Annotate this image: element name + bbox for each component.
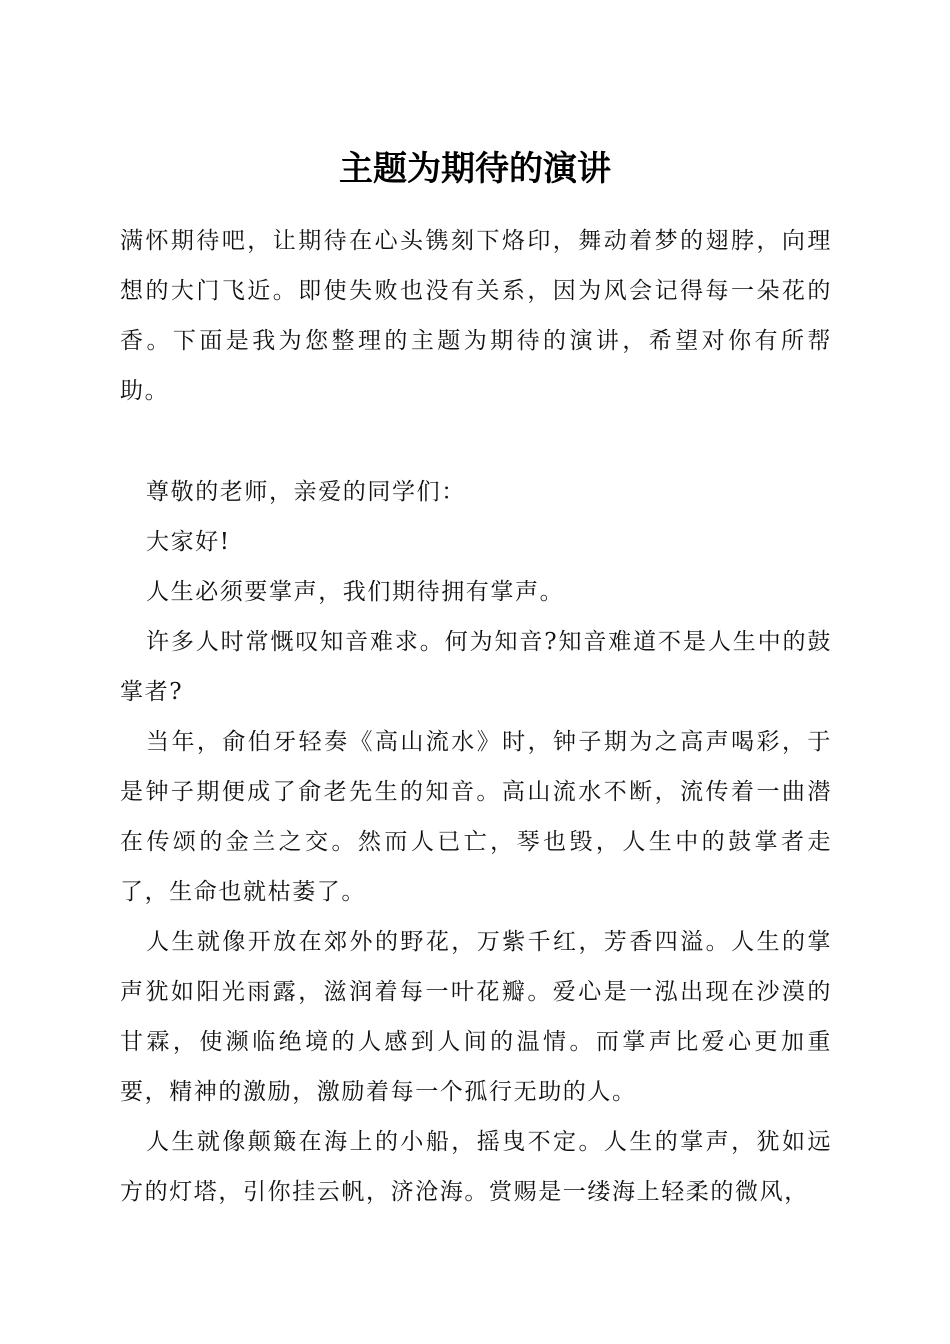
document-title: 主题为期待的演讲 (339, 149, 611, 189)
body-paragraph: 人生就像开放在郊外的野花，万紫千红，芳香四溢。人生的掌声犹如阳光雨露，滋润着每一叶花瓣。爱心是一泓出现在沙漠的甘霖，使濒临绝境的人感到人间的温情。而掌声比爱心更加重要，精神的激励，激励着每一个孤行无助的人。 (120, 929, 832, 1105)
body-paragraph: 许多人时常慨叹知音难求。何为知音?知音难道不是人生中的鼓掌者? (120, 629, 832, 705)
body-paragraph: 当年，俞伯牙轻奏《高山流水》时，钟子期为之高声喝彩，于是钟子期便成了俞老先生的知音。高山流水不断，流传着一曲潜在传颂的金兰之交。然而人已亡，琴也毁，人生中的鼓掌者走了，生命也就枯萎了。 (120, 729, 832, 905)
salutation-paragraph: 尊敬的老师，亲爱的同学们： (146, 479, 466, 505)
intro-section (120, 216, 832, 416)
body-paragraph: 人生必须要掌声，我们期待拥有掌声。 (146, 579, 565, 605)
body-paragraph: 人生就像颠簸在海上的小船，摇曳不定。人生的掌声，犹如远方的灯塔，引你挂云帆，济沧海。赏赐是一缕海上轻柔的微风， (120, 1129, 832, 1205)
speech-body (120, 467, 832, 1217)
greeting-paragraph: 大家好! (146, 529, 231, 555)
intro-paragraph: 满怀期待吧，让期待在心头镌刻下烙印，舞动着梦的翅脖，向理想的大门飞近。即使失败也没有关系，因为风会记得每一朵花的香。下面是我为您整理的主题为期待的演讲，希望对你有所帮助。 (120, 228, 832, 404)
